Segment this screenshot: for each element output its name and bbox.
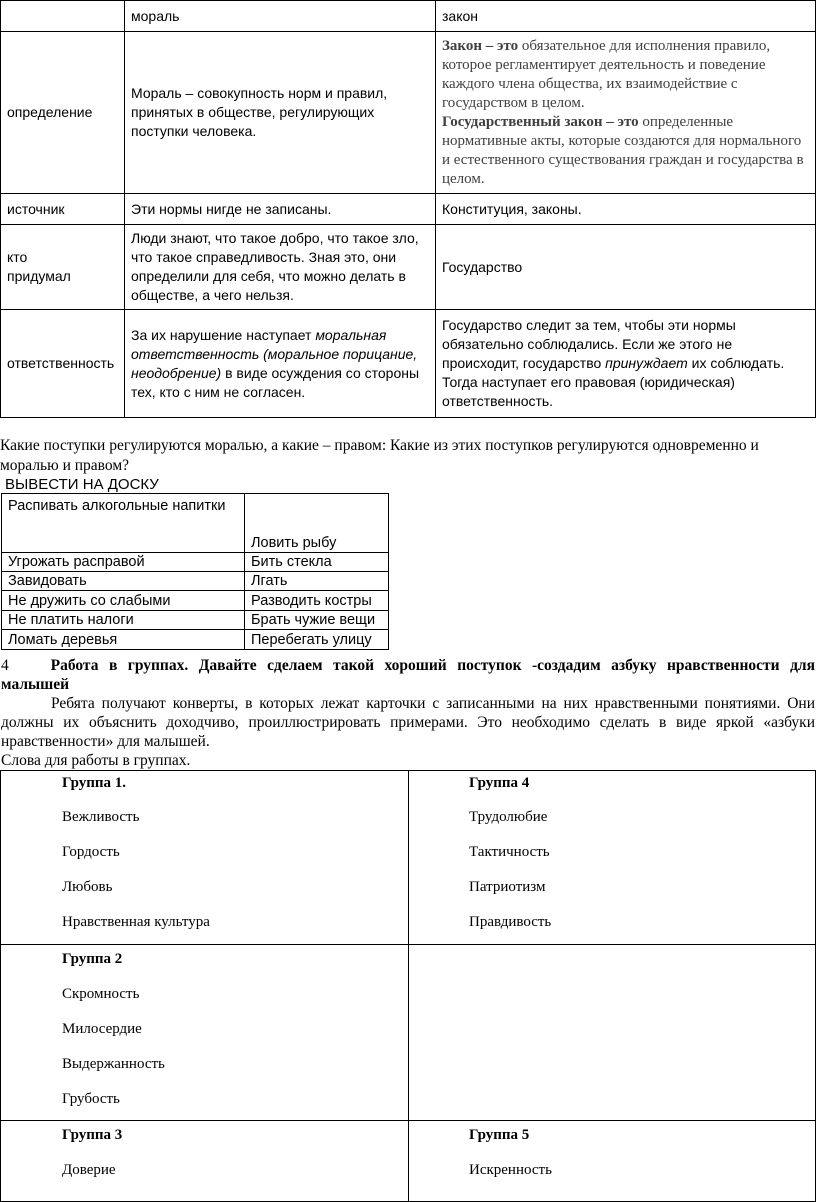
header-moral: мораль	[125, 1, 436, 32]
action-cell: Ловить рыбу	[245, 494, 389, 553]
action-cell: Угрожать расправой	[2, 553, 245, 572]
group-2-title: Группа 2	[62, 951, 123, 967]
group-1-word: Нравственная культура	[62, 914, 210, 930]
section-title-1: Работа в группах. Давайте сделаем такой хороший поступок -создадим азбуку нравственности для	[50, 657, 815, 674]
group-5-cell	[409, 1121, 816, 1202]
section-paragraph: Ребята получают конверты, в которых лежат карточки с записанными на них нравственными понятиями. Они должны их объяснить доходчиво, проиллюстрировать примерами. Это необходимо сделать в виде яркой «азбуки нравственности» для малышей.	[1, 695, 815, 750]
moral-resp-b: в виде осуждения со стороны тех, кто с ним не согласен.	[131, 364, 420, 400]
group-2-word: Скромность	[62, 986, 140, 1002]
row-label-author-2: придумал	[7, 268, 71, 284]
action-cell: Разводить костры	[245, 591, 389, 611]
group-4-word: Тактичность	[469, 844, 550, 860]
group-1-word: Гордость	[62, 844, 120, 860]
group-3-word: Доверие	[62, 1162, 116, 1178]
actions-table	[1, 493, 389, 650]
group-3-cell	[1, 1121, 409, 1202]
law-text-2: определенные нормативные акты, которые создаются для нормального и естественного существования граждан и государства в целом.	[442, 114, 804, 187]
row-label-author	[1, 225, 125, 310]
section-4-heading	[1, 656, 815, 675]
action-cell: Не платить налоги	[2, 611, 245, 630]
law-responsibility	[436, 310, 816, 418]
group-4-word: Патриотизм	[469, 879, 546, 895]
moral-resp-a: За их нарушение наступает	[131, 326, 316, 343]
row-label-responsibility: ответственность	[1, 310, 125, 418]
empty-cell	[409, 945, 816, 1121]
group-1-word: Вежливость	[62, 809, 140, 825]
moral-author: Люди знают, что такое добро, что такое зло, что такое справедливость. Зная это, они определили для себя, что можно делать в обществе, а чего нельзя.	[125, 225, 436, 310]
action-cell: Лгать	[245, 572, 389, 591]
row-label-source: источник	[1, 194, 125, 225]
section-number: 4	[1, 657, 9, 674]
law-resp-a: Государство следит за тем, чтобы эти нормы обязательно соблюдались. Если же этого не происходит, государство	[442, 317, 736, 371]
group-5-title: Группа 5	[469, 1127, 530, 1143]
board-label: ВЫВЕСТИ НА ДОСКУ	[5, 476, 159, 493]
group-2-cell	[1, 945, 409, 1121]
action-cell: Перебегать улицу	[245, 630, 389, 650]
groups-table	[0, 770, 816, 1202]
action-cell: Распивать алкогольные напитки	[2, 494, 245, 553]
question-text: Какие поступки регулируются моралью, а какие – правом: Какие из этих поступков регулируются одновременно и моралью и правом?	[0, 437, 759, 474]
moral-definition: Мораль – совокупность норм и правил, принятых в обществе, регулирующих поступки человека.	[125, 32, 436, 194]
group-1-cell	[1, 771, 409, 945]
group-5-word: Искренность	[469, 1162, 552, 1178]
group-1-title: Группа 1.	[62, 775, 127, 791]
group-4-cell	[409, 771, 816, 945]
row-label-definition: определение	[1, 32, 125, 194]
section-title-2: малышей	[1, 676, 70, 693]
header-law: закон	[436, 1, 816, 32]
law-resp-b: их соблюдать. Тогда наступает его правовая (юридическая) ответственность.	[442, 355, 785, 409]
header-empty	[1, 1, 125, 32]
group-2-word: Милосердие	[62, 1021, 142, 1037]
law-term-2: Государственный закон – это	[442, 114, 639, 130]
law-text-1: обязательное для исполнения правило, которое регламентирует деятельность и поведение каждого члена общества, их взаимодействие с государством в целом.	[442, 38, 771, 111]
row-label-author-1: кто	[7, 249, 28, 265]
action-cell: Не дружить со слабыми	[2, 591, 245, 611]
group-2-word: Грубость	[62, 1091, 120, 1107]
words-label: Слова для работы в группах.	[1, 752, 191, 769]
group-4-word: Трудолюбие	[469, 809, 548, 825]
group-4-word: Правдивость	[469, 914, 552, 930]
group-3-title: Группа 3	[62, 1127, 123, 1143]
action-cell: Завидовать	[2, 572, 245, 591]
action-cell: Бить стекла	[245, 553, 389, 572]
group-4-title: Группа 4	[469, 775, 530, 791]
group-1-word: Любовь	[62, 879, 113, 895]
law-definition	[436, 32, 816, 194]
moral-resp-i: моральная ответственность (моральное порицание, неодобрение)	[131, 326, 418, 381]
action-cell: Брать чужие вещи	[245, 611, 389, 630]
law-source: Конституция, законы.	[436, 194, 816, 225]
law-resp-i: принуждает	[605, 355, 688, 371]
group-2-word: Выдержанность	[62, 1056, 165, 1072]
law-term-1: Закон – это	[442, 38, 519, 54]
law-author: Государство	[436, 225, 816, 310]
action-cell: Ломать деревья	[2, 630, 245, 650]
moral-responsibility	[125, 310, 436, 418]
comparison-table	[0, 0, 816, 418]
moral-source: Эти нормы нигде не записаны.	[125, 194, 436, 225]
